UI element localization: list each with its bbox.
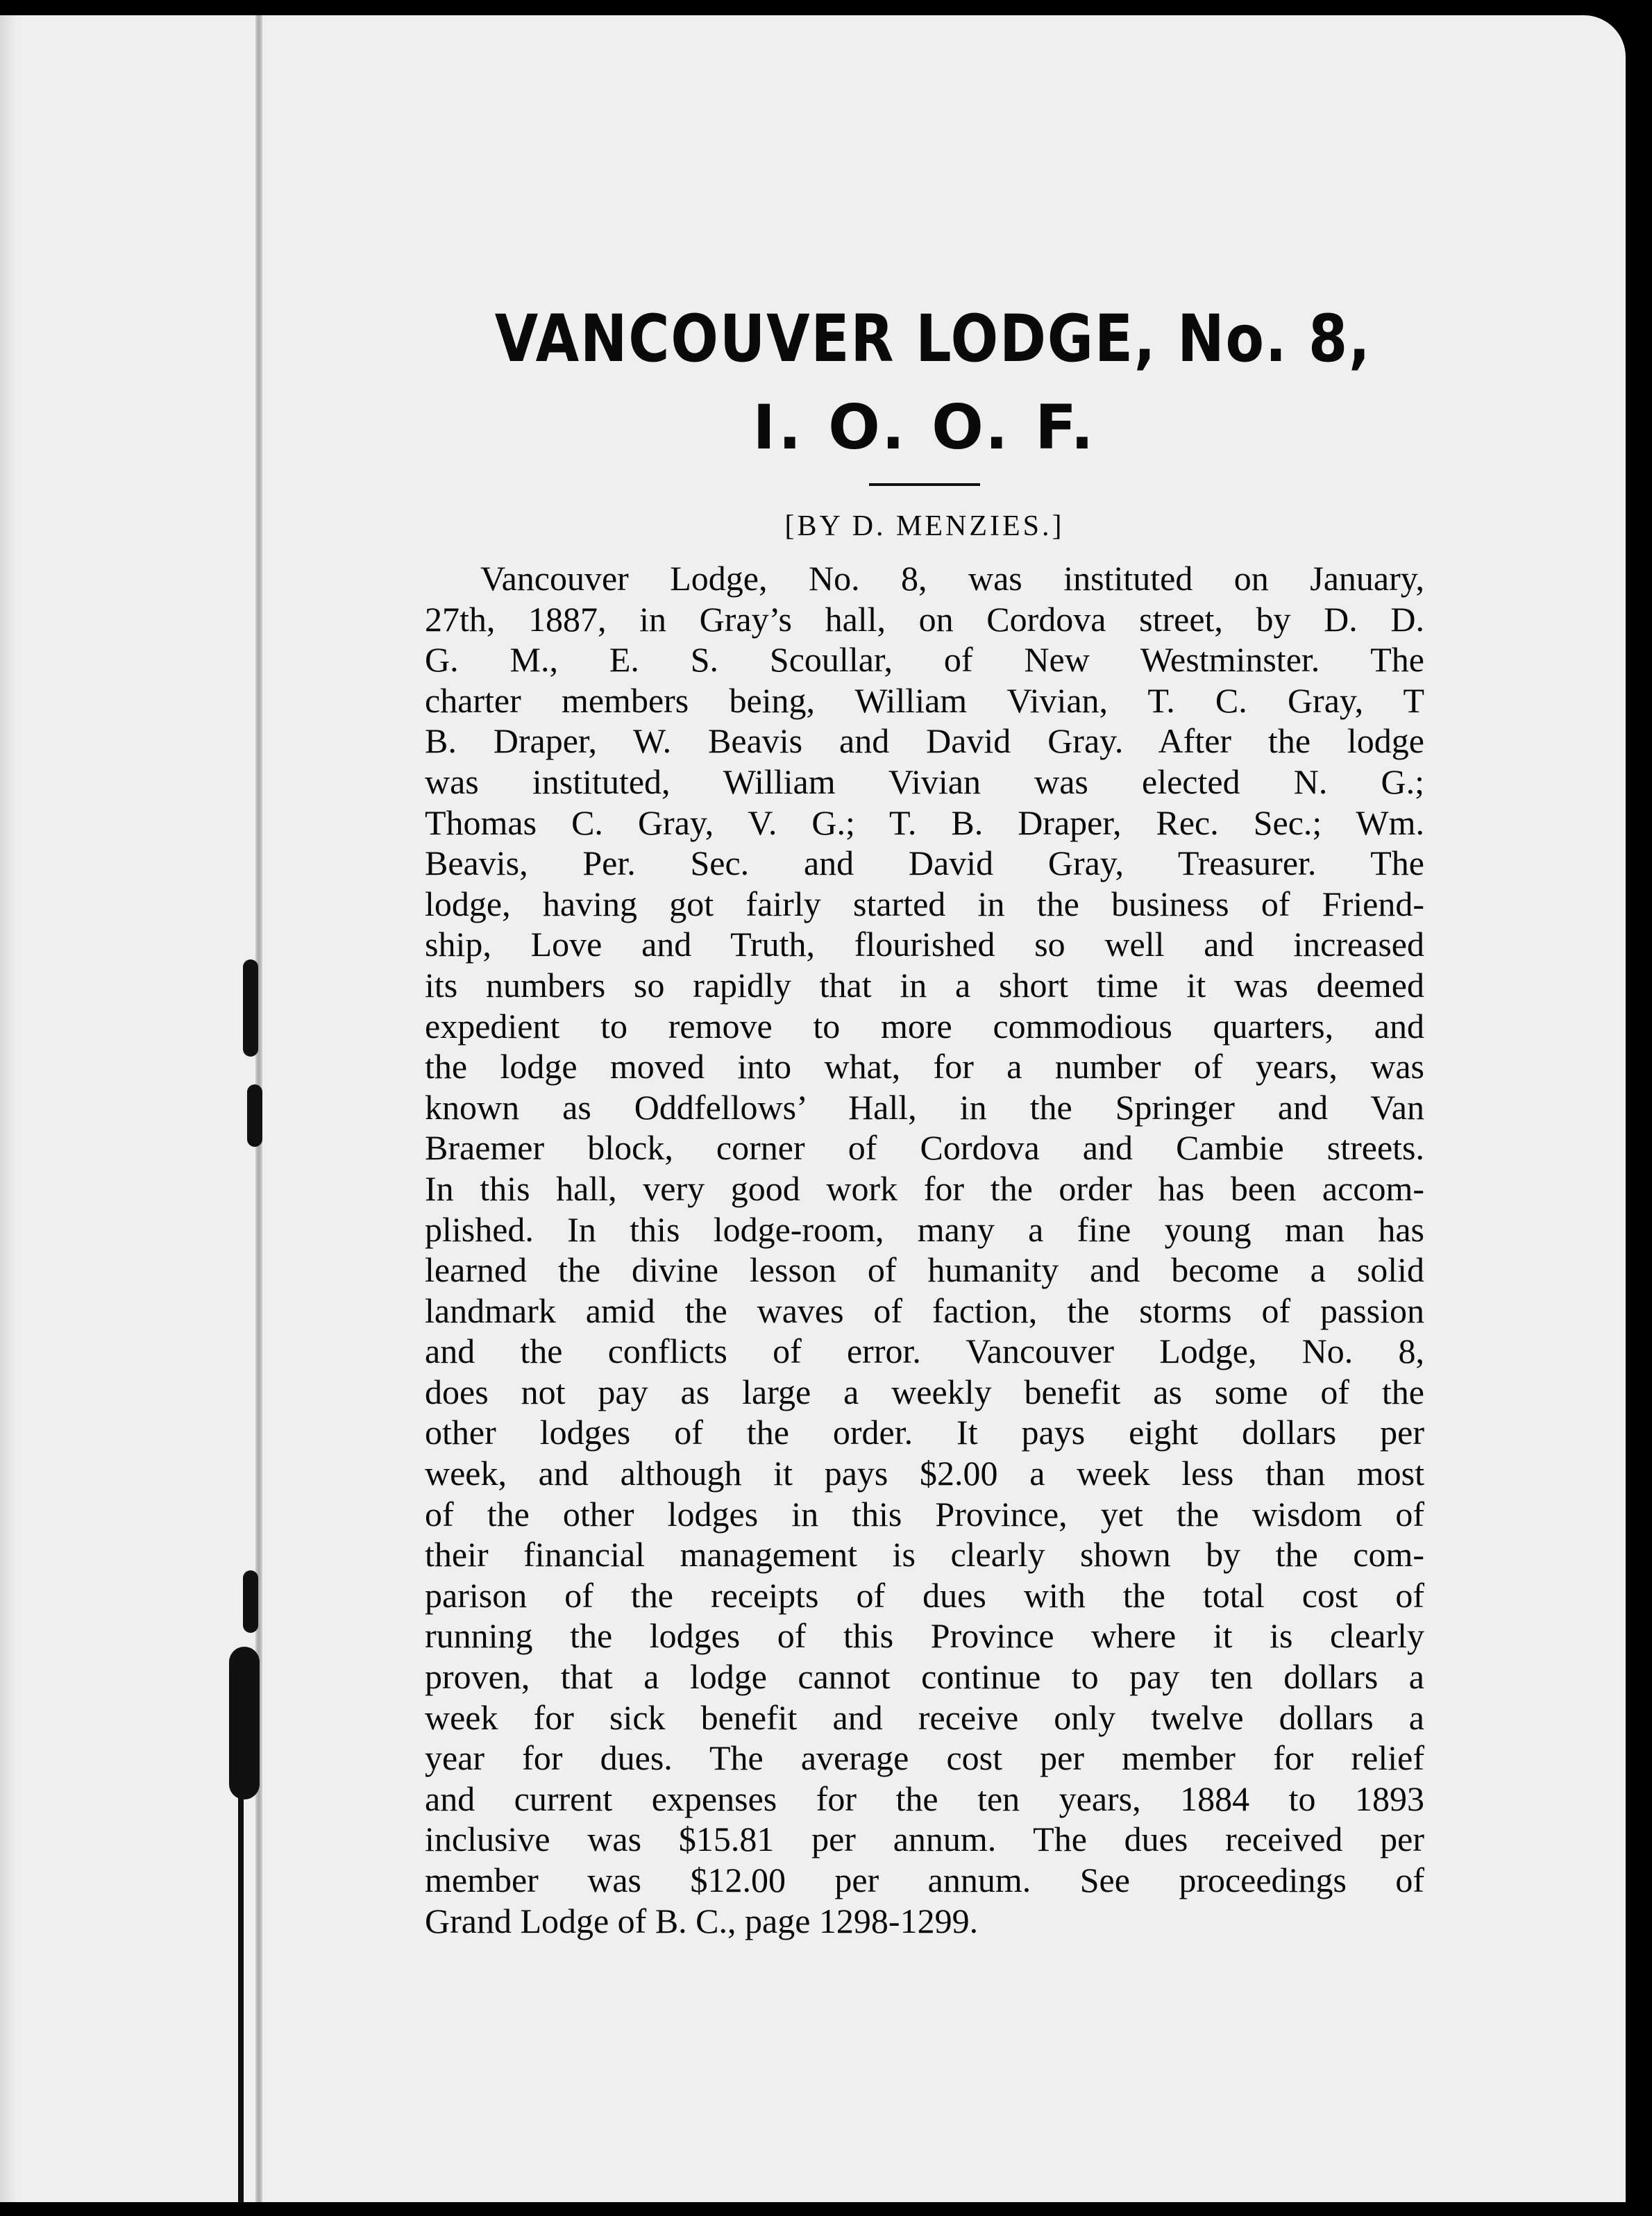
text-line: known as Oddfellows’ Hall, in the Springer and Van — [425, 1087, 1424, 1127]
byline: [BY D. MENZIES.] — [784, 510, 1065, 542]
binding-stitch — [243, 1570, 258, 1633]
text-line: landmark amid the waves of faction, the storms of passion — [425, 1291, 1424, 1330]
text-line: year for dues. The average cost per member for relief — [425, 1738, 1424, 1778]
text-line: Braemer block, corner of Cordova and Cambie streets. — [425, 1128, 1424, 1168]
text-line: member was $12.00 per annum. See proceedings of — [425, 1861, 1424, 1899]
text-line: Thomas C. Gray, V. G.; T. B. Draper, Rec. Sec.; Wm. — [425, 803, 1424, 842]
paper-page — [0, 15, 1626, 2202]
text-line: was instituted, William Vivian was elected N. G.; — [425, 762, 1424, 801]
text-line: lodge, having got fairly started in the business of Friend- — [425, 884, 1424, 923]
binding-stitch — [247, 1084, 262, 1147]
text-line: of the other lodges in this Province, yet the wisdom of — [425, 1494, 1424, 1534]
text-line: charter members being, William Vivian, T. C. Gray, T — [425, 680, 1424, 720]
text-line: Beavis, Per. Sec. and David Gray, Treasurer. The — [425, 843, 1424, 883]
text-line: expedient to remove to more commodious quarters, and — [425, 1006, 1424, 1046]
text-line: the lodge moved into what, for a number of years, was — [425, 1047, 1424, 1086]
text-line: proven, that a lodge cannot continue to pay ten dollars a — [425, 1657, 1424, 1697]
text-line: and current expenses for the ten years, 1884 to 1893 — [425, 1779, 1424, 1818]
text-line: their financial management is clearly shown by the com- — [425, 1535, 1424, 1575]
text-line: running the lodges of this Province where it is clearly — [425, 1616, 1424, 1656]
text-line: ship, Love and Truth, flourished so well and increased — [425, 925, 1424, 964]
binding-stitch — [243, 959, 258, 1057]
article-body — [425, 558, 1424, 1941]
text-line: Vancouver Lodge, No. 8, was instituted on January, — [480, 559, 1424, 598]
text-line: Grand Lodge of B. C., page 1298-1299. — [425, 1901, 979, 1940]
text-line: parison of the receipts of dues with the total cost of — [425, 1575, 1424, 1615]
text-line: other lodges of the order. It pays eight dollars per — [425, 1413, 1424, 1452]
page-subtitle: I. O. O. F. — [752, 392, 1097, 463]
text-line: week, and although it pays $2.00 a week less than most — [425, 1454, 1424, 1493]
text-line: week for sick benefit and receive only twelve dollars a — [425, 1697, 1424, 1737]
text-line: learned the divine lesson of humanity and become a solid — [425, 1250, 1424, 1290]
article — [425, 301, 1424, 1941]
binding-thread — [238, 1793, 244, 2202]
text-line: does not pay as large a weekly benefit as some of the — [425, 1372, 1424, 1411]
text-line: B. Draper, W. Beavis and David Gray. After the lodge — [425, 721, 1424, 761]
binding-stitch — [229, 1647, 260, 1799]
text-line: G. M., E. S. Scoullar, of New Westminster. The — [425, 640, 1424, 680]
text-line: inclusive was $15.81 per annum. The dues received per — [425, 1820, 1424, 1859]
text-line: 27th, 1887, in Gray’s hall, on Cordova street, by D. D. — [425, 599, 1424, 639]
title-divider — [869, 483, 980, 486]
text-line: and the conflicts of error. Vancouver Lodge, No. 8, — [425, 1332, 1424, 1371]
text-line: plished. In this lodge-room, many a fine young man has — [425, 1209, 1424, 1249]
text-line: In this hall, very good work for the order has been accom- — [425, 1168, 1424, 1208]
text-line: its numbers so rapidly that in a short time it was deemed — [425, 965, 1424, 1005]
page-edge-shadow — [0, 15, 18, 2202]
page-title: VANCOUVER LODGE, No. 8, — [494, 301, 1372, 377]
